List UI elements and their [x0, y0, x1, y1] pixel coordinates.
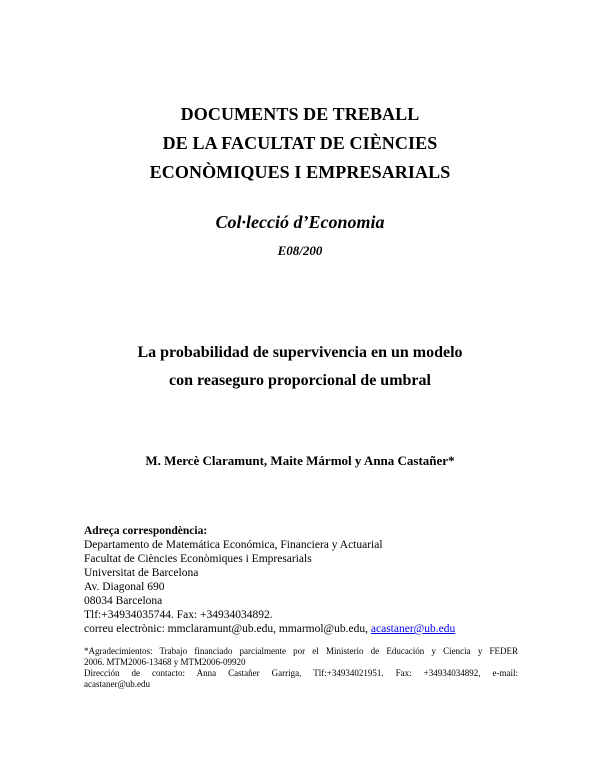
correspondence-phone-fax: Tlf:+34934035744. Fax: +34934034892.	[84, 609, 273, 621]
footnote	[84, 646, 518, 690]
correspondence-street: Av. Diagonal 690	[84, 581, 165, 593]
correspondence-department: Departamento de Matemática Económica, Financiera y Actuarial	[84, 539, 383, 551]
footnote-contact: Dirección de contacto: Anna Castañer Garriga, Tlf:+34934021951. Fax: +34934034892, e-mail:	[84, 668, 518, 678]
paper-title-line-2: con reaseguro proporcional de umbral	[169, 372, 431, 389]
correspondence-email-line	[84, 622, 524, 636]
series-title-line-2: DE LA FACULTAT DE CIÈNCIES	[162, 133, 438, 153]
correspondence-email-prefix: correu electrònic: mmclaramunt@ub.edu, mmarmol@ub.edu,	[84, 623, 371, 635]
series-title-line-1: DOCUMENTS DE TREBALL	[180, 104, 420, 124]
paper-title	[0, 339, 600, 395]
correspondence-university: Universitat de Barcelona	[84, 567, 199, 579]
email-link[interactable]: acastaner@ub.edu	[370, 623, 456, 635]
correspondence-faculty: Facultat de Ciències Econòmiques i Empresarials	[84, 553, 312, 565]
collection-name: Col·lecció d’Economia	[215, 212, 385, 232]
footnote-acknowledgements: *Agradecimientos: Trabajo financiado parcialmente por el Ministerio de Educación y Ciencia y FEDER	[84, 646, 518, 656]
document-code: E08/200	[277, 243, 323, 258]
series-title	[0, 100, 600, 187]
correspondence-block	[84, 524, 524, 636]
correspondence-heading: Adreça correspondència:	[84, 525, 208, 537]
correspondence-city: 08034 Barcelona	[84, 595, 163, 607]
paper-title-line-1: La probabilidad de supervivencia en un modelo	[137, 344, 463, 361]
series-title-line-3: ECONÒMIQUES I EMPRESARIALS	[149, 162, 451, 182]
footnote-grant-numbers: 2006. MTM2006-13468 y MTM2006-09920	[84, 657, 246, 667]
authors: M. Mercè Claramunt, Maite Mármol y Anna Castañer*	[145, 453, 455, 468]
footnote-contact-email: acastaner@ub.edu	[84, 679, 151, 689]
